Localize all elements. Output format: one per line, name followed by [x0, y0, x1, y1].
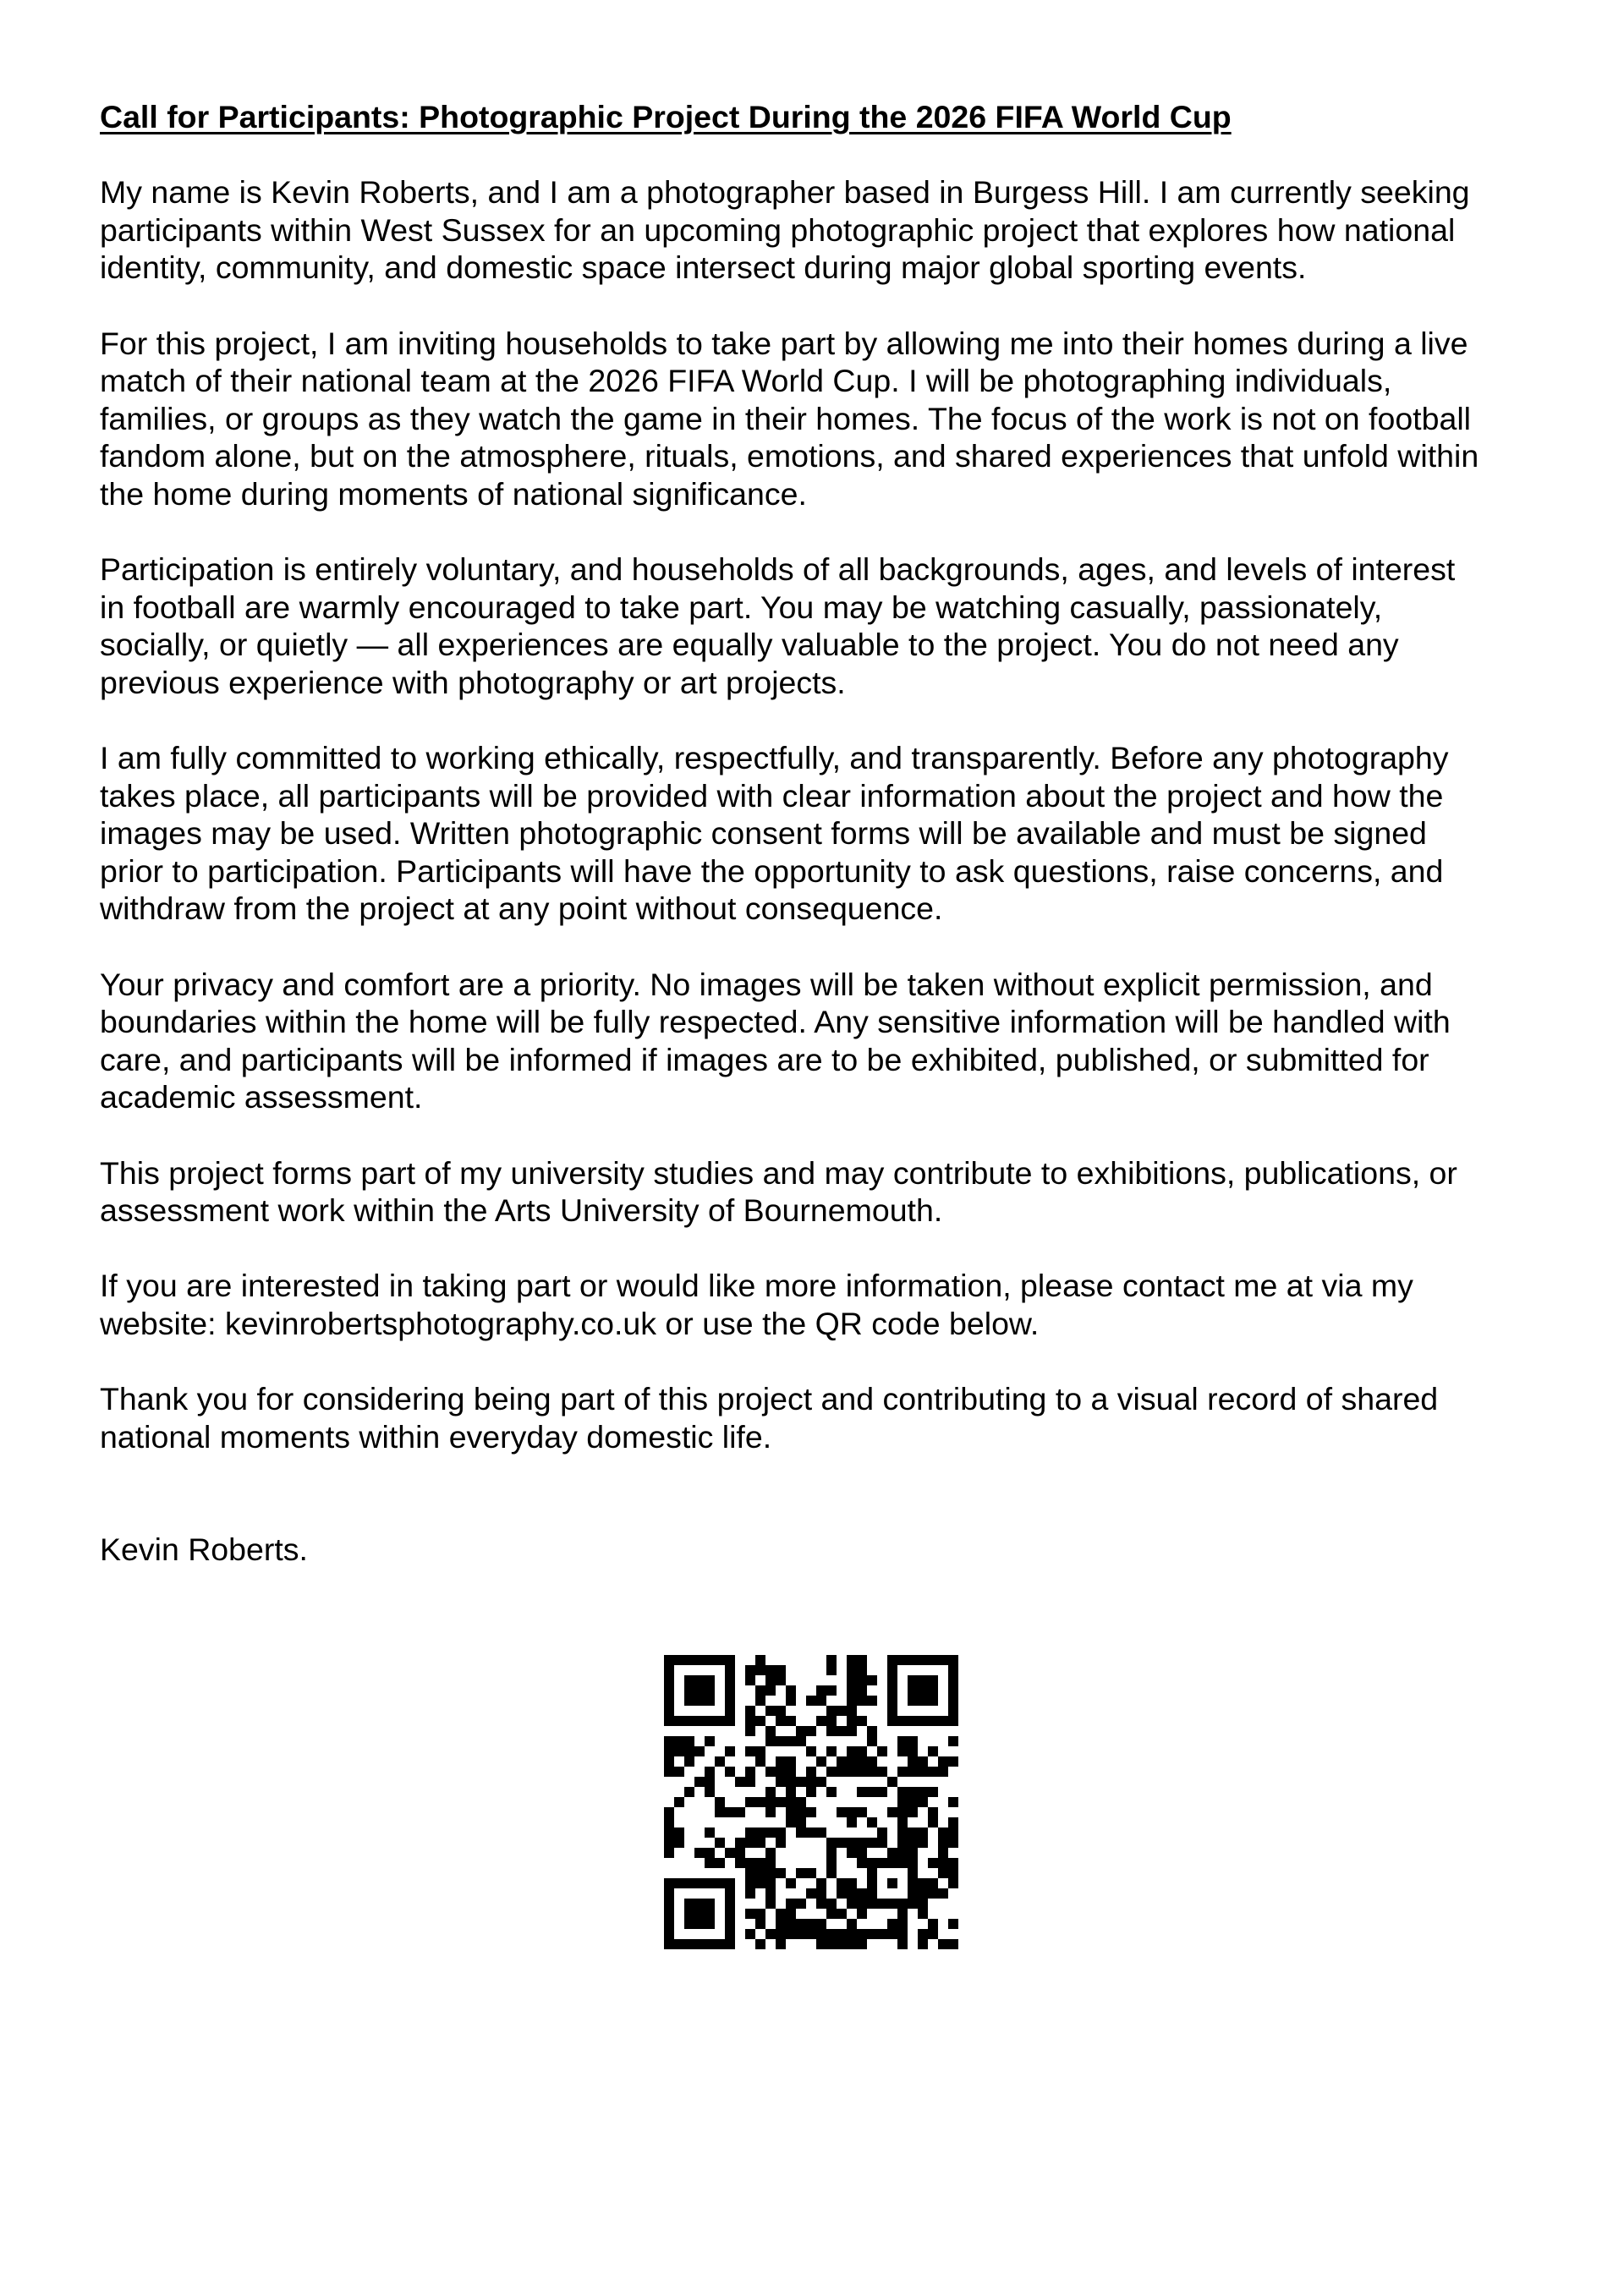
paragraph — [100, 325, 1555, 513]
document-body — [100, 98, 1555, 1569]
paragraph-line: participants within West Sussex for an upcoming photographic project that explores how national — [100, 211, 1456, 248]
paragraph — [100, 739, 1555, 928]
paragraph — [100, 1267, 1555, 1342]
paragraph-line: withdraw from the project at any point without consequence. — [100, 890, 943, 927]
paragraph-line: For this project, I am inviting households to take part by allowing me into their homes during a live — [100, 325, 1468, 361]
paragraph-line: families, or groups as they watch the game in their homes. The focus of the work is not on football — [100, 400, 1471, 436]
paragraph-line: previous experience with photography or art projects. — [100, 664, 846, 700]
paragraph-line: socially, or quietly — all experiences are equally valuable to the project. You do not need any — [100, 627, 1399, 663]
paragraph-line: national moments within everyday domestic life. — [100, 1418, 772, 1455]
paragraph-line: match of their national team at the 2026 FIFA World Cup. I will be photographing individuals, — [100, 363, 1392, 399]
paragraph-line: takes place, all participants will be provided with clear information about the project and how the — [100, 777, 1444, 814]
paragraph-line: I am fully committed to working ethically, respectfully, and transparently. Before any photography — [100, 740, 1449, 776]
paragraph-line: images may be used. Written photographic consent forms will be available and must be signed — [100, 815, 1427, 852]
paragraph-line: website: kevinrobertsphotography.co.uk or use the QR code below. — [100, 1306, 1040, 1341]
document-title: Call for Participants: Photographic Project During the 2026 FIFA World Cup — [100, 99, 1232, 134]
paragraph — [100, 173, 1555, 287]
signature: Kevin Roberts. — [100, 1532, 308, 1568]
paragraph-line: Your privacy and comfort are a priority. No images will be taken without explicit permission, and — [100, 966, 1433, 1002]
paragraph-line: Participation is entirely voluntary, and households of all backgrounds, ages, and levels of interest — [100, 551, 1456, 588]
paragraph — [100, 551, 1555, 701]
paragraph — [100, 1154, 1555, 1230]
paragraph-line: fandom alone, but on the atmosphere, rituals, emotions, and shared experiences that unfold within — [100, 438, 1479, 474]
paragraph-line: This project forms part of my university studies and may contribute to exhibitions, publications, or — [100, 1154, 1457, 1191]
paragraph-line: My name is Kevin Roberts, and I am a photographer based in Burgess Hill. I am currently seeking — [100, 174, 1470, 211]
paragraph-line: boundaries within the home will be fully respected. Any sensitive information will be handled with — [100, 1004, 1451, 1040]
paragraph-line: academic assessment. — [100, 1079, 423, 1115]
paragraph-line: identity, community, and domestic space intersect during major global sporting events. — [100, 249, 1307, 286]
paragraphs — [100, 173, 1555, 1455]
paragraph-line: care, and participants will be informed if images are to be exhibited, published, or submitted for — [100, 1041, 1429, 1077]
paragraph-line: the home during moments of national significance. — [100, 475, 807, 512]
paragraph — [100, 1380, 1555, 1455]
paragraph-line: assessment work within the Arts University of Bournemouth. — [100, 1192, 943, 1229]
qr-code-icon[interactable] — [664, 1655, 958, 1949]
paragraph-line: If you are interested in taking part or would like more information, please contact me at via my — [100, 1268, 1413, 1304]
paragraph — [100, 966, 1555, 1116]
paragraph-line: Thank you for considering being part of this project and contributing to a visual record of shared — [100, 1381, 1439, 1417]
paragraph-line: in football are warmly encouraged to take part. You may be watching casually, passionately, — [100, 589, 1383, 625]
paragraph-line: prior to participation. Participants will have the opportunity to ask questions, raise concerns, and — [100, 852, 1444, 889]
